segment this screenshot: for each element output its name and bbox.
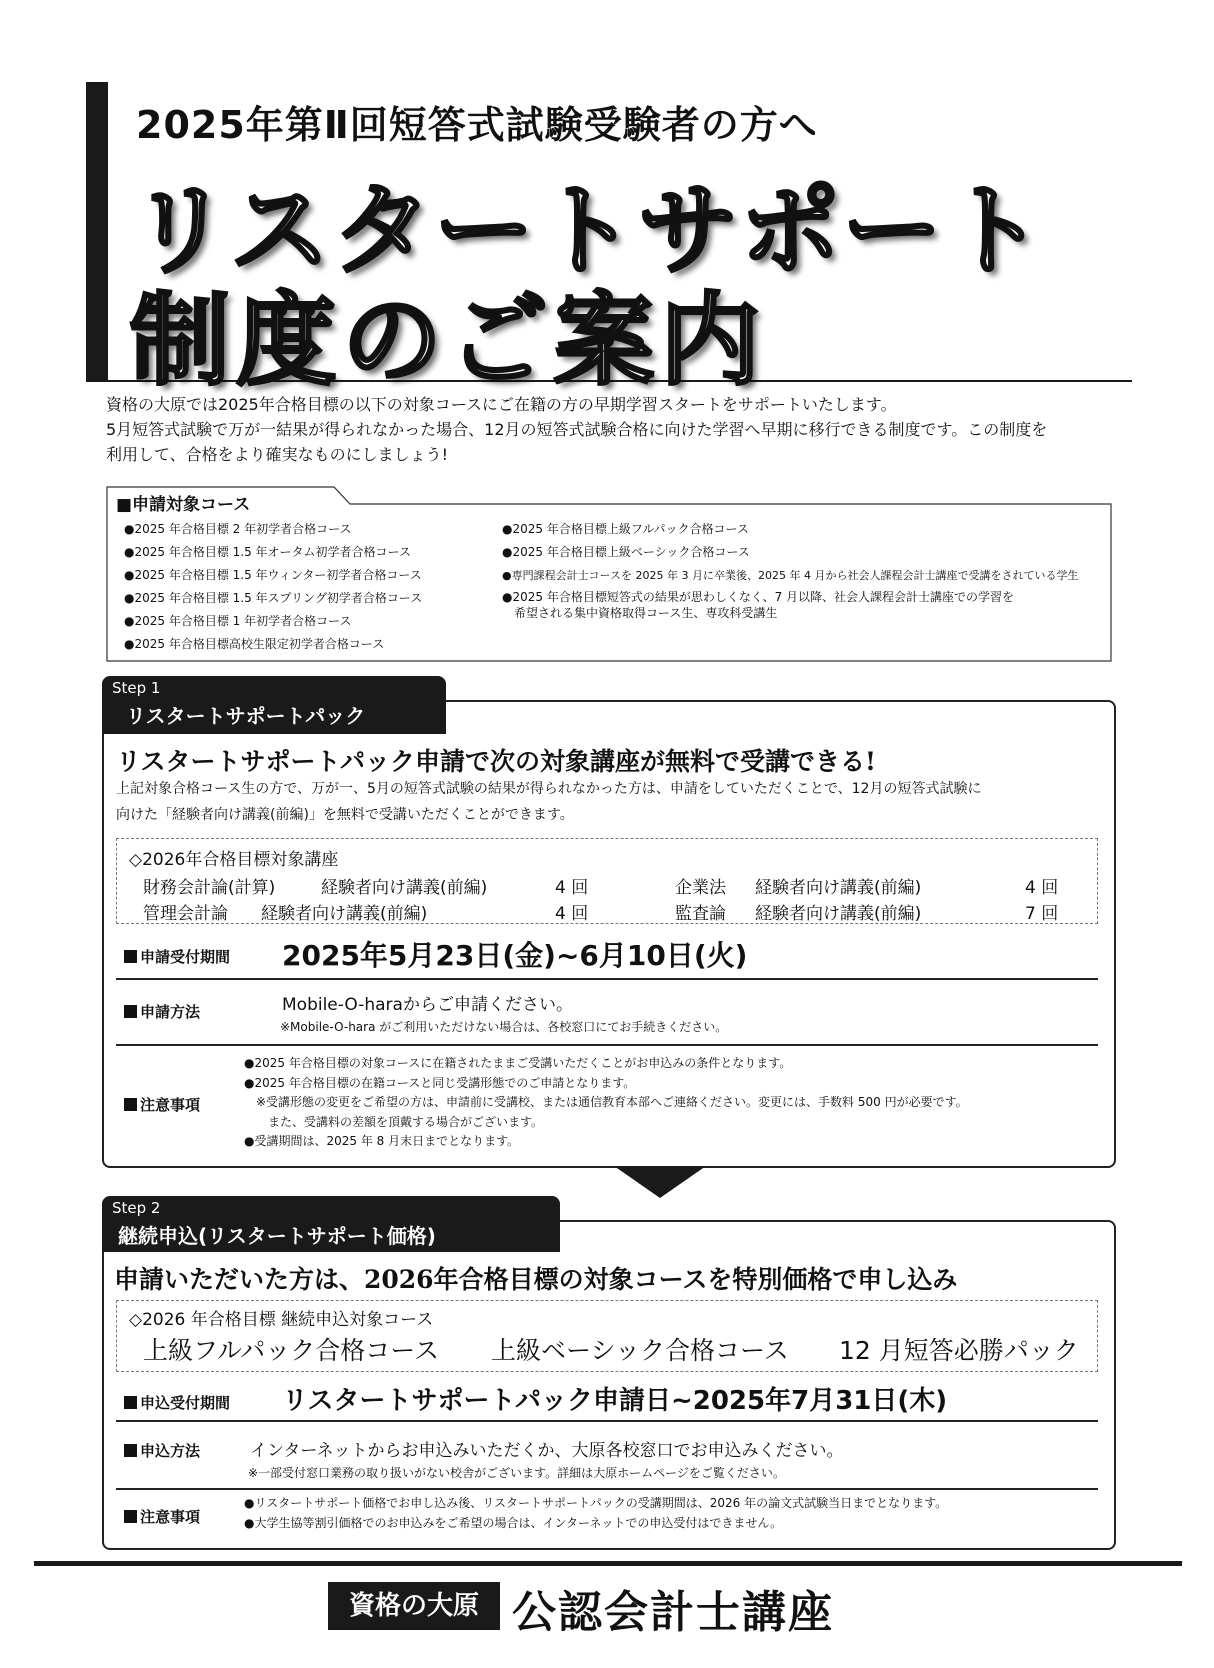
step2-method-note: ※一部受付窓口業務の取り扱いがない校舎がございます。詳細は大原ホームページをご覧ください。	[248, 1466, 785, 1480]
course-item: ●2025 年合格目標 2 年初学者合格コース	[124, 522, 352, 536]
step1-name: リスタートサポートパック	[126, 704, 366, 728]
o-hara-logo: 資格の大原	[328, 1582, 500, 1630]
course-item: ●2025 年合格目標 1.5 年ウィンター初学者合格コース	[124, 568, 422, 582]
step1-headline: リスタートサポートパック申請で次の対象講座が無料で受講できる!	[116, 747, 876, 776]
course-item: ●2025 年合格目標 1.5 年スプリング初学者合格コース	[124, 591, 423, 605]
intro-line: 利用して、合格をより確実なものにしましょう!	[106, 445, 449, 464]
lecture-count: 4 回	[1025, 878, 1059, 898]
note-line: ●大学生協等割引価格でのお申込みをご希望の場合は、インターネットでの申込受付はできません。	[244, 1515, 783, 1530]
step1-notes-label: 注意事項	[124, 1094, 200, 1115]
step2-period: リスタートサポートパック申請日~2025年7月31日(木)	[282, 1386, 948, 1416]
lecture-count: 4 回	[555, 904, 589, 924]
step2-name: 継続申込(リスタートサポート価格)	[118, 1224, 436, 1248]
step1-number: Step 1	[112, 679, 161, 697]
note-line: ●受講期間は、2025 年 8 月末日までとなります。	[244, 1134, 520, 1148]
step1-description	[116, 776, 981, 828]
separator	[116, 1488, 1098, 1490]
square-bullet-icon	[124, 1396, 137, 1409]
step2-method: インターネットからお申込みいただくか、大原各校窓口でお申込みください。	[250, 1441, 844, 1461]
continuation-course: 上級フルパック合格コース	[143, 1336, 440, 1365]
intro-text	[106, 392, 1126, 467]
lecture-type: 経験者向け講義(前編)	[755, 878, 922, 898]
course-item: ●2025 年合格目標上級ベーシック合格コース	[502, 545, 750, 559]
step1-method-label: 申請方法	[124, 1001, 200, 1022]
course-item	[502, 589, 1102, 621]
lecture-subject: 企業法	[675, 878, 726, 898]
step1-notes	[244, 1054, 968, 1152]
down-arrow-icon	[614, 1166, 706, 1198]
square-bullet-icon	[124, 950, 137, 963]
note-line: また、受講料の差額を頂戴する場合がございます。	[244, 1114, 544, 1129]
note-line: ●2025 年合格目標の対象コースに在籍されたままご受講いただくことがお申込みの条件となります。	[244, 1056, 792, 1070]
lecture-count: 4 回	[555, 878, 589, 898]
lecture-type: 経験者向け講義(前編)	[261, 904, 428, 924]
square-bullet-icon	[124, 1005, 137, 1018]
continuation-course: 12 月短答必勝パック	[839, 1336, 1079, 1365]
course-item: ●2025 年合格目標上級フルパック合格コース	[502, 522, 749, 536]
title-line-2: 制度のご案内	[130, 281, 766, 399]
lecture-subject: 財務会計論(計算)	[143, 878, 276, 898]
intro-line: 資格の大原では2025年合格目標の以下の対象コースにご在籍の方の早期学習スタートをサポートいたします。	[106, 395, 897, 414]
square-bullet-icon	[124, 1098, 137, 1111]
step1-lectures-box	[116, 838, 1098, 924]
step2-courses-box	[116, 1300, 1098, 1372]
courses-left-list	[124, 518, 422, 656]
square-bullet-icon	[124, 1444, 137, 1457]
step1-method-note: ※Mobile-O-hara がご利用いただけない場合は、各校窓口にてお手続きください。	[280, 1020, 728, 1034]
step2-notes	[244, 1494, 947, 1533]
step2-period-label: 申込受付期間	[124, 1392, 230, 1413]
header-vertical-bar	[86, 82, 108, 382]
header-subtitle: 2025年第Ⅱ回短答式試験受験者の方へ	[136, 103, 818, 147]
lecture-subject: 管理会計論	[143, 904, 228, 924]
step2-tab	[102, 1196, 560, 1252]
step1-desc-line: 向けた「経験者向け講義(前編)」を無料で受講いただくことができます。	[116, 807, 574, 823]
step1-method: Mobile-O-haraからご申請ください。	[282, 995, 573, 1015]
continuation-courses-title: ◇2026 年合格目標 継続申込対象コース	[129, 1310, 434, 1330]
step2-headline: 申請いただいた方は、2026年合格目標の対象コースを特別価格で申し込み	[114, 1265, 958, 1294]
step2-number: Step 2	[112, 1199, 161, 1217]
course-item: ●2025 年合格目標 1.5 年オータム初学者合格コース	[124, 545, 411, 559]
footer-course-name: 公認会計士講座	[512, 1587, 834, 1638]
courses-title: ■申請対象コース	[116, 495, 251, 515]
separator	[116, 1044, 1098, 1046]
step1-desc-line: 上記対象合格コース生の方で、万が一、5月の短答式試験の結果が得られなかった方は、申請をしていただくことで、12月の短答式試験に	[116, 781, 982, 797]
step2-notes-label: 注意事項	[124, 1506, 200, 1527]
lecture-subject: 監査論	[675, 904, 726, 924]
course-item: ●専門課程会計士コースを 2025 年 3 月に卒業後、2025 年 4 月から社会人課程会計士講座で受講をされている学生	[502, 569, 1079, 582]
lecture-type: 経験者向け講義(前編)	[321, 878, 488, 898]
separator	[116, 1420, 1098, 1422]
title-line-1: リスタートサポート	[130, 171, 1046, 289]
step1-tab	[102, 676, 446, 734]
step2-method-label: 申込方法	[124, 1440, 200, 1461]
continuation-course: 上級ベーシック合格コース	[491, 1336, 789, 1365]
course-item-line: ●2025 年合格目標短答式の結果が思わしくなく、7 月以降、社会人課程会計士講座での学習を	[502, 590, 1015, 604]
note-line: ●リスタートサポート価格でお申し込み後、リスタートサポートパックの受講期間は、2026 年の論文式試験当日までとなります。	[244, 1496, 948, 1510]
course-item: ●2025 年合格目標高校生限定初学者合格コース	[124, 637, 385, 651]
lectures-title: ◇2026年合格目標対象講座	[129, 850, 339, 870]
footer-rule	[34, 1561, 1182, 1566]
courses-right-list	[502, 518, 1102, 621]
separator	[116, 978, 1098, 980]
square-bullet-icon	[124, 1510, 137, 1523]
note-line: ●2025 年合格目標の在籍コースと同じ受講形態でのご申請となります。	[244, 1075, 636, 1090]
note-line: ※受講形態の変更をご希望の方は、申請前に受講校、または通信教育本部へご連絡ください。変更には、手数料 500 円が必要です。	[244, 1095, 968, 1109]
target-courses-box	[106, 486, 1112, 662]
lecture-type: 経験者向け講義(前編)	[755, 904, 922, 924]
course-item-line: 希望される集中資格取得コース生、専攻科受講生	[514, 606, 778, 620]
intro-line: 5月短答式試験で万が一結果が得られなかった場合、12月の短答式試験合格に向けた学習へ早期に移行できる制度です。この制度を	[106, 420, 1048, 439]
course-item: ●2025 年合格目標 1 年初学者合格コース	[124, 614, 352, 628]
lecture-count: 7 回	[1025, 904, 1059, 924]
header	[86, 82, 1132, 399]
step1-period: 2025年5月23日(金)~6月10日(火)	[282, 939, 748, 972]
step1-period-label: 申請受付期間	[124, 946, 230, 967]
